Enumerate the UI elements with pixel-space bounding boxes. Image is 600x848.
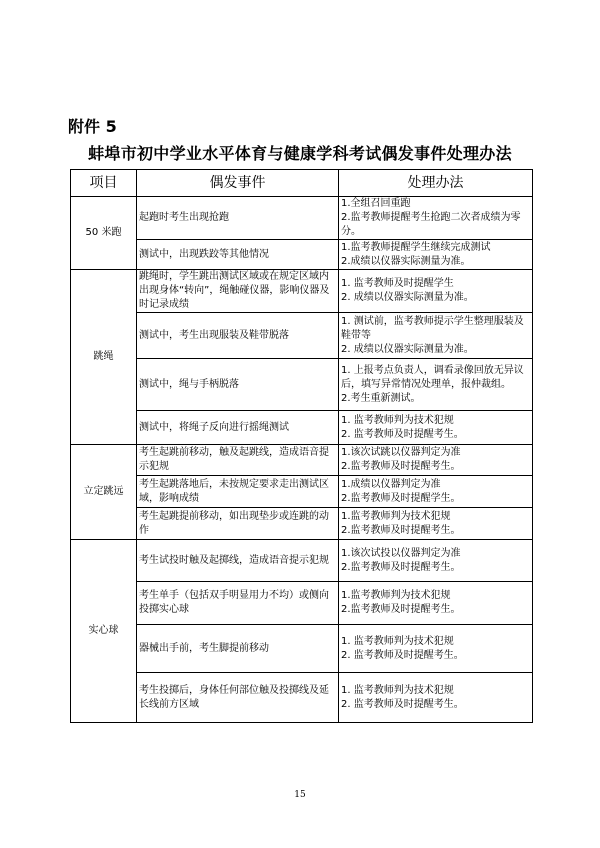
- handling-cell: [339, 508, 533, 540]
- handling-step: 1.该次试跳以仪器判定为准: [341, 447, 461, 458]
- handling-cell: [339, 476, 533, 508]
- handling-cell: [339, 411, 533, 445]
- event-cell: 测试中，考生出现服装及鞋带脱落: [137, 313, 339, 359]
- event-cell: 考生起跳落地后，未按规定要求走出测试区域，影响成绩: [137, 476, 339, 508]
- handling-step: 1. 监考教师判为技术犯规: [341, 635, 454, 647]
- handling-step: 1.成绩以仪器判定为准: [341, 478, 441, 490]
- header-handling: 处理办法: [339, 170, 533, 197]
- project-cell: 50 米跑: [71, 197, 137, 270]
- table-row: [71, 673, 533, 723]
- table-row: [71, 540, 533, 582]
- handling-step: 2. 成绩以仪器实际测量为准。: [341, 292, 474, 303]
- handling-cell: [339, 673, 533, 723]
- table-row: [71, 313, 533, 359]
- handling-step: 2.监考教师及时提醒考生。: [341, 461, 461, 472]
- handling-step: 1.监考教师判为技术犯规: [341, 510, 451, 522]
- document-title: 蚌埠市初中学业水平体育与健康学科考试偶发事件处理办法: [88, 144, 512, 163]
- project-cell: 立定跳远: [71, 445, 137, 540]
- handling-cell: [339, 270, 533, 313]
- handling-step: 2.监考教师提醒考生抢跑二次者成绩为零分。: [341, 212, 521, 237]
- event-cell: 器械出手前，考生脚提前移动: [137, 625, 339, 673]
- table-row: [71, 240, 533, 270]
- event-cell: 起跑时考生出现抢跑: [137, 197, 339, 240]
- handling-step: 2. 监考教师及时提醒考生。: [341, 649, 464, 661]
- table-row: [71, 270, 533, 313]
- handling-cell: [339, 540, 533, 582]
- table-row: [71, 508, 533, 540]
- handling-step: 1. 监考教师及时提醒学生: [341, 278, 454, 289]
- event-cell: 考生起跳提前移动，如出现垫步或连跳的动作: [137, 508, 339, 540]
- handling-step: 1.监考教师提醒学生继续完成测试: [341, 241, 491, 253]
- handling-step: 2. 成绩以仪器实际测量为准。: [341, 343, 474, 355]
- page-number: 15: [294, 790, 306, 800]
- table-row: [71, 445, 533, 476]
- handling-cell: [339, 313, 533, 359]
- handling-step: 2. 监考教师及时提醒考生。: [341, 428, 464, 440]
- incident-table: [70, 169, 533, 723]
- handling-step: 1.监考教师判为技术犯规: [341, 590, 451, 601]
- event-cell: 测试中，出现跌跤等其他情况: [137, 240, 339, 270]
- handling-step: 2.监考教师及时提醒学生。: [341, 492, 461, 504]
- handling-step: 2.考生重新测试。: [341, 392, 421, 404]
- table-row: [71, 359, 533, 411]
- handling-cell: [339, 445, 533, 476]
- handling-step: 2.成绩以仪器实际测量为准。: [341, 255, 471, 267]
- handling-step: 2.监考教师及时提醒考生。: [341, 524, 461, 536]
- handling-step: 1. 监考教师判为技术犯规: [341, 684, 454, 696]
- event-cell: 测试中，绳与手柄脱落: [137, 359, 339, 411]
- table-row: [71, 582, 533, 625]
- handling-cell: [339, 359, 533, 411]
- attachment-label: 附件 5: [68, 117, 117, 136]
- handling-step: 1.该次试投以仪器判定为准: [341, 547, 461, 559]
- handling-cell: [339, 197, 533, 240]
- handling-cell: [339, 582, 533, 625]
- project-cell: 跳绳: [71, 270, 137, 445]
- table-row: [71, 476, 533, 508]
- project-cell: 实心球: [71, 540, 137, 723]
- event-cell: 测试中，将绳子反向进行摇绳测试: [137, 411, 339, 445]
- table-header-row: [71, 170, 533, 197]
- event-cell: 考生投掷后，身体任何部位触及投掷线及延长线前方区域: [137, 673, 339, 723]
- handling-cell: [339, 240, 533, 270]
- event-cell: 考生单手（包括双手明显用力不均）或侧向投掷实心球: [137, 582, 339, 625]
- table-row: [71, 197, 533, 240]
- handling-step: 1. 测试前，监考教师提示学生整理服装及鞋带等: [341, 315, 524, 341]
- event-cell: 跳绳时，学生跳出测试区域或在规定区域内出现身体“转向”，绳触碰仪器，影响仪器及时记录成绩: [137, 270, 339, 313]
- header-event: 偶发事件: [137, 170, 339, 197]
- table-row: [71, 625, 533, 673]
- table-row: [71, 411, 533, 445]
- handling-cell: [339, 625, 533, 673]
- event-cell: 考生试投时触及起掷线，造成语音提示犯规: [137, 540, 339, 582]
- handling-step: 2.监考教师及时提醒考生。: [341, 561, 461, 573]
- event-cell: 考生起跳前移动，触及起跳线，造成语音提示犯规: [137, 445, 339, 476]
- header-project: 项目: [71, 170, 137, 197]
- handling-step: 1. 监考教师判为技术犯规: [341, 414, 454, 426]
- handling-step: 1. 上报考点负责人，调看录像回放无异议后，填写异常情况处理单，报仲裁组。: [341, 364, 524, 390]
- handling-step: 2. 监考教师及时提醒考生。: [341, 698, 464, 710]
- handling-step: 1.全组召回重跑: [341, 198, 411, 209]
- handling-step: 2.监考教师及时提醒考生。: [341, 604, 461, 615]
